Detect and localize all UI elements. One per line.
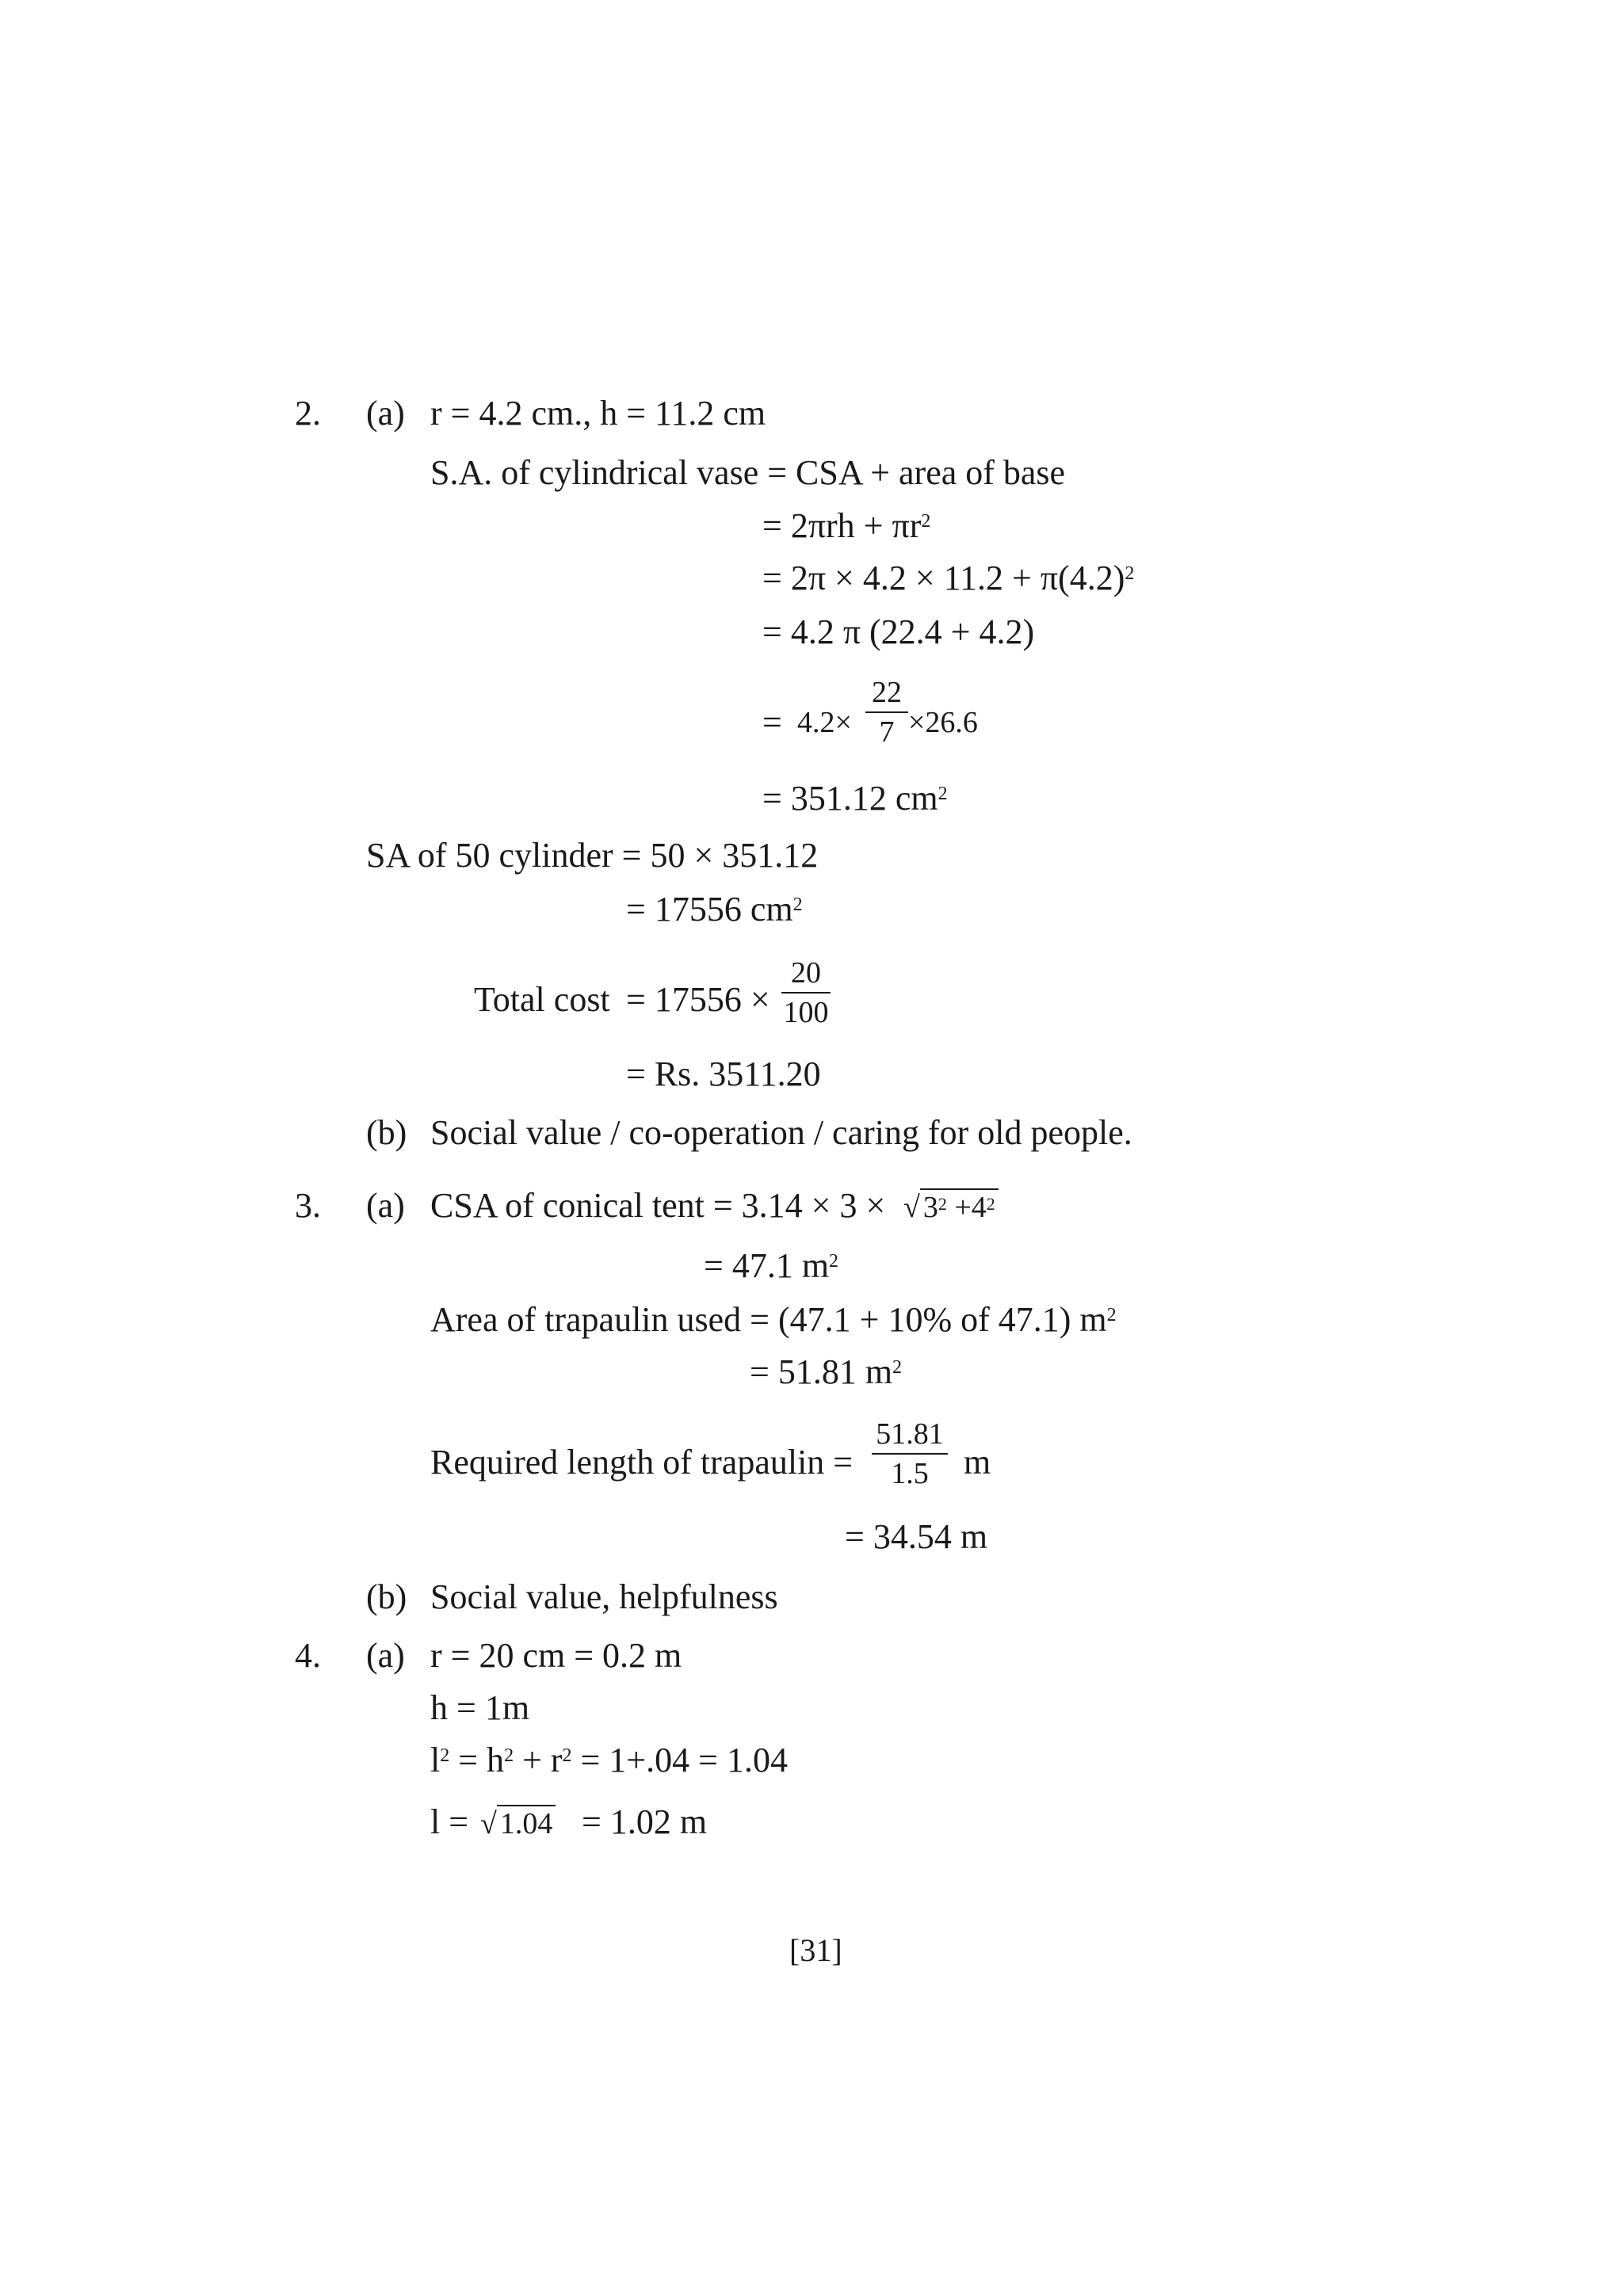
q4-h-line: h = 1m (430, 1688, 530, 1727)
q4-number: 4. (295, 1636, 321, 1675)
q4-l-sqrt (480, 1805, 556, 1841)
q2-step-2: = $2\pi \times 4.2 \times 11.2 + \pi(4.2)^2$ (762, 559, 1135, 597)
q2-cost-label: Total cost (474, 980, 610, 1019)
q3-number: 3. (295, 1186, 321, 1225)
q3-part-b-text: Social value, helpfulness (430, 1577, 778, 1616)
q2-sa-50: SA of 50 cylinder = 50 × 351.12 (366, 836, 819, 875)
q2-step-3: = 4.2 π (22.4 + 4.2) (762, 612, 1035, 651)
q2-step-4-eq: = (762, 703, 782, 742)
q2-cost-fraction (781, 955, 831, 1030)
q4-l-squared-line: $l^2 = h^2 + r^2 = 1+.04 = 1.04$ (430, 1741, 788, 1779)
fraction-bar (865, 711, 908, 713)
q2-cost-denominator: 100 (783, 996, 829, 1029)
q3-csa-sqrt (903, 1188, 999, 1225)
q2-part-a-label: (a) (366, 394, 405, 433)
q2-step-4-left: 4.2× (797, 706, 852, 739)
page-number: [31] (789, 1932, 842, 1968)
q3-part-a-label: (a) (366, 1186, 405, 1225)
q3-part-b-label: (b) (366, 1577, 407, 1616)
q3-length-unit: m (964, 1443, 991, 1482)
q3-area-line: Area of trapaulin used = (47.1 + 10% of 47.1) $m^2$ (430, 1300, 1117, 1339)
q3-length-result: = 34.54 m (845, 1517, 988, 1556)
q2-step-4-denominator: 7 (879, 715, 895, 749)
q3-length-numerator: 51.81 (876, 1417, 944, 1451)
sqrt-icon: √ (480, 1807, 497, 1840)
q2-part-b-text: Social value / co-operation / caring for old people. (430, 1113, 1132, 1152)
q4-part-a-label: (a) (366, 1636, 405, 1675)
q2-step-5: = 351.12 $cm^2$ (762, 779, 948, 818)
q2-given: r = 4.2 cm., h = 11.2 cm (430, 394, 766, 433)
q2-step-4-numerator: 22 (872, 676, 902, 709)
q2-cost-numerator: 20 (791, 956, 821, 990)
q2-step-4-right: ×26.6 (908, 706, 978, 739)
q2-step-1: = $2\pi rh + \pi r^2$ (762, 506, 931, 545)
fraction-bar (781, 992, 831, 994)
q4-l-label: l = (430, 1802, 469, 1841)
q3-area-result: = 51.81 $m^2$ (750, 1352, 903, 1391)
q4-r-line: r = 20 cm = 0.2 m (430, 1636, 682, 1675)
fraction-bar (872, 1453, 948, 1455)
q3-length-fraction (872, 1417, 948, 1491)
q3-csa-radicand: $3^2 +4^2$ (920, 1188, 999, 1225)
q3-length-denominator: 1.5 (891, 1457, 929, 1490)
q2-number: 2. (295, 394, 321, 433)
sqrt-icon: √ (903, 1191, 920, 1224)
q2-cost-expr: = 17556 × (626, 980, 770, 1019)
q2-sa-line: S.A. of cylindrical vase = CSA + area of base (430, 453, 1066, 492)
q4-l-radicand: 1.04 (497, 1805, 556, 1841)
q4-l-result: = 1.02 m (582, 1802, 708, 1841)
q2-step-4-fraction (865, 675, 908, 749)
q3-csa-result: = 47.1 $m^2$ (704, 1246, 839, 1285)
q3-csa-line: CSA of conical tent = 3.14 × 3 × (430, 1186, 886, 1225)
q2-sa-50-result: = 17556 $cm^2$ (626, 890, 803, 929)
q2-part-b-label: (b) (366, 1113, 407, 1152)
q2-cost-result: = Rs. 3511.20 (626, 1055, 821, 1093)
q3-length-label: Required length of trapaulin = (430, 1443, 854, 1482)
